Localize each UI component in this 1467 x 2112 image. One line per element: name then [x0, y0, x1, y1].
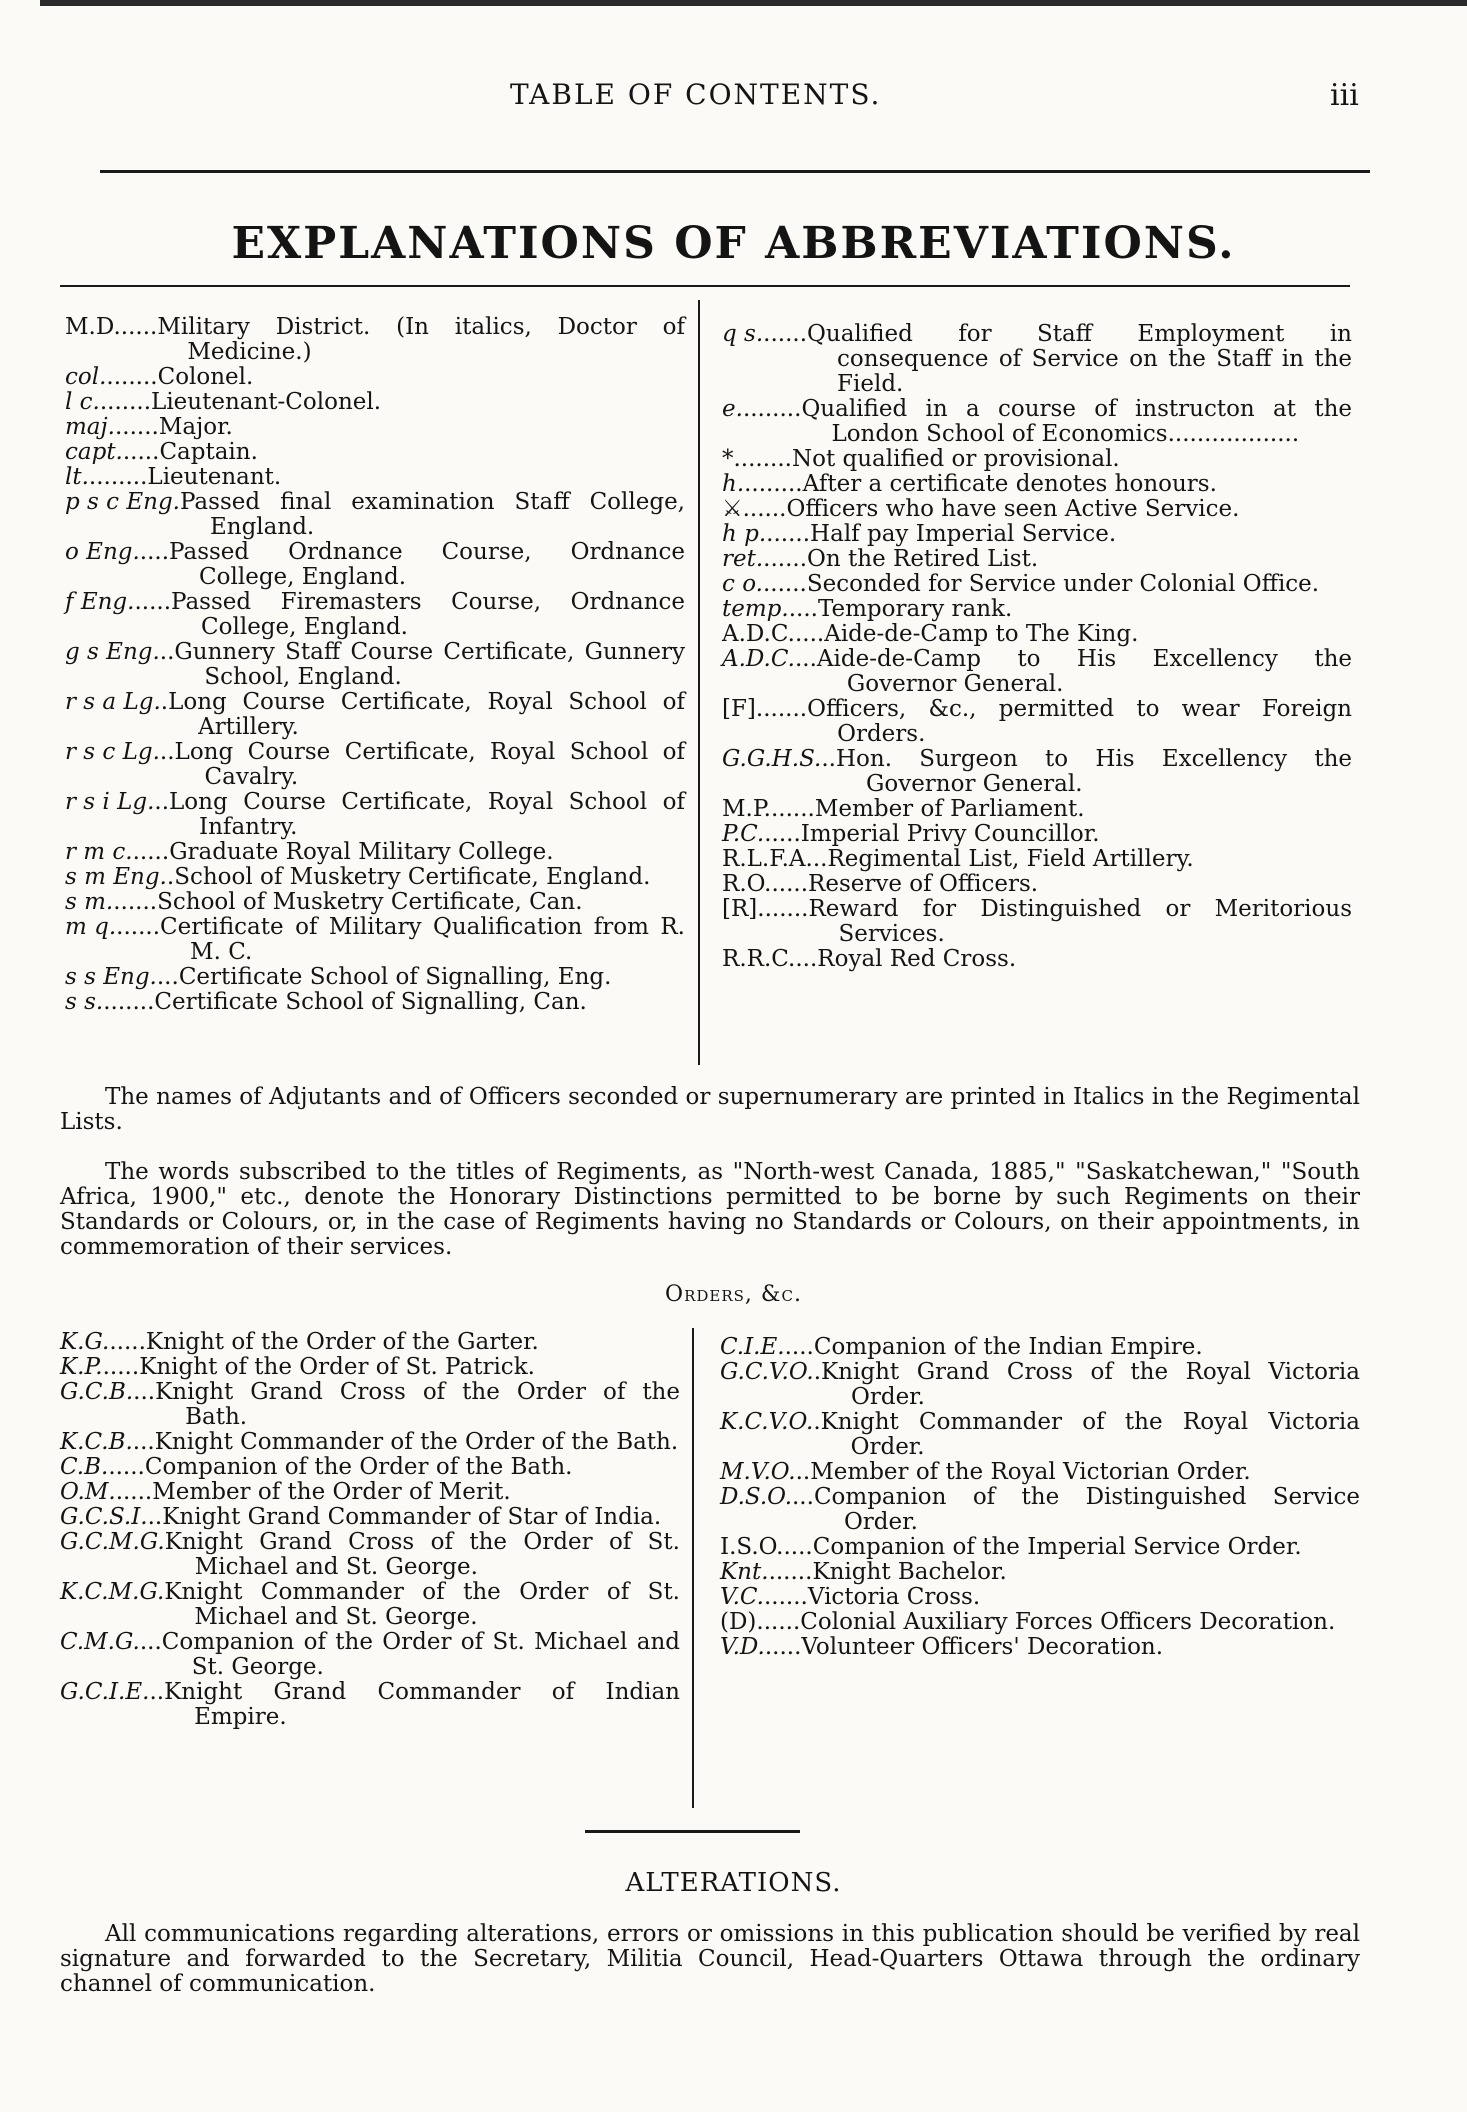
- orders-column-divider: [692, 1328, 694, 1808]
- main-title: EXPLANATIONS OF ABBREVIATIONS.: [231, 218, 1236, 269]
- entry-leader-dots: .....: [763, 1609, 801, 1635]
- entry-abbreviation: R.O.: [722, 871, 772, 897]
- entry-leader-dots: .....: [120, 314, 158, 340]
- entry-description: Victoria Cross.: [807, 1584, 981, 1610]
- entry-leader-dots: .....: [771, 871, 809, 897]
- entry-leader-dots: ....: [788, 596, 818, 622]
- entry-description: Seconded for Service under Colonial Office.: [806, 571, 1320, 597]
- entry-abbreviation: r s c Lg.: [65, 739, 160, 765]
- page-top-border: [40, 0, 1467, 6]
- abbreviations-left-column: [65, 315, 685, 1015]
- entry-leader-dots: ..: [154, 789, 170, 815]
- entry-leader-dots: ..: [147, 1504, 163, 1530]
- entry-leader-dots: ......: [113, 889, 158, 915]
- entry-abbreviation: o Eng.: [65, 539, 140, 565]
- entry-leader-dots: .....: [764, 821, 801, 847]
- entry-leader-dots: ......: [742, 496, 787, 522]
- entry: [60, 1455, 680, 1480]
- entry-leader-dots: ....: [784, 1334, 814, 1360]
- entry-abbreviation: q s.: [722, 321, 764, 347]
- entry-description: Volunteer Officers' Decoration.: [801, 1634, 1164, 1660]
- entry-description: Graduate Royal Military College.: [169, 839, 554, 865]
- entry-description: School of Musketry Certificate, Can.: [157, 889, 583, 915]
- entry-leader-dots: ......: [766, 521, 811, 547]
- italics-note-text: The names of Adjutants and of Officers seconded or supernumerary are printed in Italics in the Regimental Lists.: [60, 1084, 1360, 1135]
- entry-leader-dots: ...: [795, 946, 818, 972]
- abbreviations-column-divider: [698, 300, 700, 1065]
- entry-description: Knight Grand Cross of the Order of the Bath.: [155, 1379, 680, 1430]
- entry-leader-dots: .: [160, 689, 169, 715]
- entry: [65, 490, 685, 540]
- entry-description: Officers who have seen Active Service.: [786, 496, 1240, 522]
- entry: [722, 547, 1352, 572]
- entry: [722, 822, 1352, 847]
- orders-right-column: [720, 1335, 1360, 1660]
- entry: [722, 747, 1352, 797]
- entry-abbreviation: M.V.O.: [720, 1459, 796, 1485]
- running-header: [0, 78, 1467, 118]
- entry-leader-dots: .....: [122, 439, 160, 465]
- entry-abbreviation: Knt.: [720, 1559, 769, 1585]
- entry-description: School of Musketry Certificate, England.: [174, 864, 651, 890]
- entry: [722, 472, 1352, 497]
- entry: [65, 415, 685, 440]
- entry-description: Companion of the Distinguished Service Order.: [813, 1484, 1360, 1535]
- entry-description: Knight Grand Commander of Star of India.: [162, 1504, 662, 1530]
- entry: [722, 947, 1352, 972]
- entry: [65, 865, 685, 890]
- entry-description: Long Course Certificate, Royal School of Infantry.: [169, 789, 685, 840]
- entry-abbreviation: C.M.G.: [60, 1629, 140, 1655]
- entry-leader-dots: .....: [109, 1329, 146, 1355]
- entry-leader-dots: .......: [106, 364, 158, 390]
- entry-abbreviation: G.C.M.G.: [60, 1529, 165, 1555]
- entry-description: Military District. (In italics, Doctor of Medicine.): [157, 314, 685, 365]
- entry-leader-dots: .: [813, 1409, 821, 1435]
- entry-abbreviation: lt.: [65, 464, 89, 490]
- entry: [65, 990, 685, 1015]
- entry: [722, 647, 1352, 697]
- entry-abbreviation: s s.: [65, 989, 104, 1015]
- entry-abbreviation: r s a Lg.: [65, 689, 161, 715]
- entry-abbreviation: G.C.V.O.: [720, 1359, 814, 1385]
- entry-description: Hon. Surgeon to His Excellency the Governor General.: [835, 746, 1352, 797]
- entry-abbreviation: col.: [65, 364, 107, 390]
- entry-description: Aide-de-Camp to The King.: [824, 621, 1139, 647]
- entry-abbreviation: maj.: [65, 414, 115, 440]
- entry-description: Knight of the Order of the Garter.: [145, 1329, 539, 1355]
- entry-abbreviation: e.: [722, 396, 743, 422]
- entry-abbreviation: C.B.: [60, 1454, 109, 1480]
- entry-abbreviation: (D).: [720, 1609, 764, 1635]
- entry-abbreviation: M.P.: [722, 796, 771, 822]
- entry-leader-dots: .....: [115, 1479, 153, 1505]
- entry-description: Long Course Certificate, Royal School of Cavalry.: [174, 739, 685, 790]
- entry: [722, 397, 1352, 447]
- entry-abbreviation: K.C.B.: [60, 1429, 133, 1455]
- entry-leader-dots: ......: [764, 896, 809, 922]
- alterations-heading: ALTERATIONS.: [625, 1868, 842, 1898]
- entry-description: Major.: [158, 414, 233, 440]
- entry: [65, 590, 685, 640]
- entry: [65, 690, 685, 740]
- entry-leader-dots: ......: [762, 571, 807, 597]
- entry: [60, 1580, 680, 1630]
- entry-abbreviation: m q.: [65, 914, 117, 940]
- entry-leader-dots: ..: [159, 639, 175, 665]
- entry-description: Knight Commander of the Order of St. Michael and St. George.: [164, 1579, 680, 1630]
- entry-leader-dots: .......: [99, 389, 152, 415]
- entry: [720, 1635, 1360, 1660]
- header-rule: [100, 170, 1370, 173]
- entry-description: Qualified for Staff Employment in consequence of Service on the Staff in the Field.: [807, 321, 1352, 397]
- entry-description: Lieutenant.: [147, 464, 282, 490]
- entry-description: Passed Ordnance Course, Ordnance College, England.: [169, 539, 685, 590]
- entry-abbreviation: G.G.H.S.: [722, 746, 822, 772]
- entry-description: Long Course Certificate, Royal School of Artillery.: [168, 689, 685, 740]
- entry: [722, 872, 1352, 897]
- abbreviations-right-column: [722, 322, 1352, 972]
- entry: [722, 622, 1352, 647]
- entry-description: Knight Grand Cross of the Order of St. Michael and St. George.: [164, 1529, 680, 1580]
- entry-abbreviation: R.L.F.A.: [722, 846, 813, 872]
- entry-description: Colonel.: [157, 364, 254, 390]
- entry-abbreviation: h p.: [722, 521, 767, 547]
- entry-abbreviation: D.S.O.: [720, 1484, 792, 1510]
- entry-description: Not qualified or provisional.: [792, 446, 1120, 472]
- entry: [65, 915, 685, 965]
- entry-description: Lieutenant-Colonel.: [151, 389, 382, 415]
- entry-description: Aide-de-Camp to His Excellency the Governor General.: [816, 646, 1352, 697]
- entry: [720, 1460, 1360, 1485]
- entry: [720, 1410, 1360, 1460]
- entry-leader-dots: .....: [108, 1454, 145, 1480]
- entry-abbreviation: K.C.M.G.: [60, 1579, 165, 1605]
- entry-leader-dots: .......: [103, 989, 155, 1015]
- entry-abbreviation: G.C.B.: [60, 1379, 134, 1405]
- entry-leader-dots: ......: [771, 796, 815, 822]
- entry: [722, 322, 1352, 397]
- entry-abbreviation: A.D.C.: [722, 621, 795, 647]
- alterations-text: All communications regarding alterations, errors or omissions in this publication should be verified by real signature and forwarded to the Secretary, Militia Council, Head-Quarters Ottawa through the ordinary channel of communication.: [60, 1921, 1360, 1997]
- entry-description: Royal Red Cross.: [817, 946, 1017, 972]
- entry-abbreviation: g s Eng.: [65, 639, 160, 665]
- entry-abbreviation: s m Eng.: [65, 864, 167, 890]
- entry-leader-dots: ......: [763, 696, 808, 722]
- entry-leader-dots: .: [813, 1359, 821, 1385]
- entry-description: Knight Bachelor.: [812, 1559, 1007, 1585]
- entry-abbreviation: V.C.: [720, 1584, 764, 1610]
- entry-abbreviation: [R].: [722, 896, 765, 922]
- entry: [720, 1610, 1360, 1635]
- entry-description: Regimental List, Field Artillery.: [827, 846, 1194, 872]
- entry-abbreviation: r m c.: [65, 839, 133, 865]
- entry-abbreviation: P.C.: [722, 821, 765, 847]
- entry-abbreviation: I.S.O.: [720, 1534, 784, 1560]
- entry-abbreviation: O.M.: [60, 1479, 116, 1505]
- entry-abbreviation: s s Eng.: [65, 964, 157, 990]
- entry: [722, 497, 1352, 522]
- entry-leader-dots: .: [166, 864, 175, 890]
- entry-description: Reward for Distinguished or Meritorious Services.: [808, 896, 1352, 947]
- entry-description: Officers, &c., permitted to wear Foreign Orders.: [807, 696, 1352, 747]
- entry-description: Member of the Order of Merit.: [152, 1479, 511, 1505]
- entry: [720, 1560, 1360, 1585]
- entry-description: Gunnery Staff Course Certificate, Gunnery School, England.: [174, 639, 685, 690]
- entry-description: Companion of the Indian Empire.: [813, 1334, 1203, 1360]
- italics-note: [60, 1085, 1360, 1135]
- entry: [720, 1535, 1360, 1560]
- entry-abbreviation: capt.: [65, 439, 123, 465]
- entry-description: Captain.: [159, 439, 258, 465]
- entry-description: Temporary rank.: [817, 596, 1013, 622]
- entry-leader-dots: ...: [132, 1429, 155, 1455]
- entry-abbreviation: p s c Eng.: [65, 489, 180, 515]
- orders-left-column: [60, 1330, 680, 1730]
- entry-leader-dots: ...: [139, 1629, 162, 1655]
- entry: [65, 390, 685, 415]
- entry-leader-dots: ......: [763, 321, 808, 347]
- entry-description: After a certificate denotes honours.: [802, 471, 1217, 497]
- running-title: TABLE OF CONTENTS.: [510, 78, 882, 111]
- entry-description: Knight Grand Commander of Indian Empire.: [164, 1679, 680, 1730]
- entry: [65, 640, 685, 690]
- entry-leader-dots: ........: [88, 464, 148, 490]
- entry-description: On the Retired List.: [807, 546, 1039, 572]
- entry-abbreviation: A.D.C.: [722, 646, 795, 672]
- entry-leader-dots: ......: [764, 1584, 808, 1610]
- entry-leader-dots: .....: [134, 589, 172, 615]
- entry: [60, 1505, 680, 1530]
- entry: [722, 847, 1352, 872]
- entry: [722, 697, 1352, 747]
- entry-description: Reserve of Officers.: [808, 871, 1039, 897]
- entry-description: Half pay Imperial Service.: [810, 521, 1117, 547]
- entry: [65, 790, 685, 840]
- entry-description: Knight of the Order of St. Patrick.: [139, 1354, 535, 1380]
- entry-leader-dots: ..: [812, 846, 828, 872]
- entry: [720, 1485, 1360, 1535]
- entry-leader-dots: ....: [139, 539, 170, 565]
- entry-leader-dots: ...: [156, 964, 179, 990]
- entry: [60, 1330, 680, 1355]
- entry: [65, 840, 685, 865]
- entry-abbreviation: [F].: [722, 696, 764, 722]
- entry-description: Certificate School of Signalling, Can.: [154, 989, 587, 1015]
- entry-abbreviation: K.C.V.O.: [720, 1409, 814, 1435]
- entry-description: Certificate of Military Qualification from R. M. C.: [160, 914, 685, 965]
- entry-leader-dots: ..: [795, 1459, 811, 1485]
- entry-leader-dots: ...: [794, 646, 817, 672]
- entry: [720, 1335, 1360, 1360]
- entry-leader-dots: ......: [763, 546, 808, 572]
- entry: [60, 1380, 680, 1430]
- entry: [60, 1430, 680, 1455]
- entry-abbreviation: K.P.: [60, 1354, 103, 1380]
- entry-leader-dots: ..: [159, 739, 175, 765]
- entry-abbreviation: ⚔: [722, 496, 743, 522]
- entry-description: Member of the Royal Victorian Order.: [810, 1459, 1251, 1485]
- entry: [720, 1360, 1360, 1410]
- entry: [65, 740, 685, 790]
- entry: [720, 1585, 1360, 1610]
- entry-leader-dots: ......: [768, 1559, 813, 1585]
- entry: [722, 797, 1352, 822]
- entry-description: Colonial Auxiliary Forces Officers Decoration.: [800, 1609, 1336, 1635]
- entry-description: Companion of the Order of St. Michael and St. George.: [161, 1629, 680, 1680]
- entry-leader-dots: ..: [149, 1679, 165, 1705]
- entry-abbreviation: l c.: [65, 389, 100, 415]
- honours-note: [60, 1160, 1360, 1260]
- section-rule: [585, 1830, 800, 1833]
- entry-description: Companion of the Order of the Bath.: [144, 1454, 573, 1480]
- entry-abbreviation: G.C.S.I.: [60, 1504, 148, 1530]
- entry-description: Knight Grand Cross of the Royal Victoria Order.: [821, 1359, 1360, 1410]
- entry: [65, 315, 685, 365]
- entry-description: Passed final examination Staff College, England.: [179, 489, 685, 540]
- orders-heading: Orders, &c.: [665, 1282, 802, 1307]
- entry-description: Knight Commander of the Royal Victoria Order.: [820, 1409, 1360, 1460]
- entry-description: Knight Commander of the Order of the Bath.: [154, 1429, 679, 1455]
- entry: [65, 965, 685, 990]
- entry-leader-dots: ........: [742, 396, 802, 422]
- entry-description: Passed Firemasters Course, Ordnance College, England.: [171, 589, 685, 640]
- honours-note-text: The words subscribed to the titles of Regiments, as "North-west Canada, 1885," "Saskatchewan," "South Africa, 1900," etc., denote the Honorary Distinctions permitted to be borne by such Regiments on their Standards or Colours, or, in the case of Regiments having no Standards or Colours, on their appointments, in commemoration of their services.: [60, 1159, 1360, 1260]
- entry-description: Certificate School of Signalling, Eng.: [178, 964, 612, 990]
- entry-leader-dots: .....: [102, 1354, 140, 1380]
- entry: [60, 1530, 680, 1580]
- entry-description: Imperial Privy Councillor.: [800, 821, 1100, 847]
- entry-description: Member of Parliament.: [814, 796, 1085, 822]
- entry: [722, 522, 1352, 547]
- entry-leader-dots: ....: [783, 1534, 813, 1560]
- entry-description: Qualified in a course of instructon at the London School of Economics..................: [801, 396, 1352, 447]
- entry-leader-dots: ...: [133, 1379, 156, 1405]
- entry-abbreviation: ret.: [722, 546, 764, 572]
- entry: [60, 1355, 680, 1380]
- entry-abbreviation: M.D.: [65, 314, 121, 340]
- entry-leader-dots: ......: [116, 914, 161, 940]
- title-rule: [60, 285, 1350, 287]
- entry: [65, 540, 685, 590]
- entry: [65, 465, 685, 490]
- entry-abbreviation: R.R.C.: [722, 946, 796, 972]
- entry: [60, 1680, 680, 1730]
- entry: [722, 897, 1352, 947]
- entry-abbreviation: h.: [722, 471, 745, 497]
- entry: [60, 1630, 680, 1680]
- entry-description: Companion of the Imperial Service Order.: [812, 1534, 1302, 1560]
- entry-leader-dots: ...: [792, 1484, 814, 1510]
- entry: [65, 365, 685, 390]
- entry: [722, 572, 1352, 597]
- alterations-note: [60, 1922, 1360, 1997]
- entry-leader-dots: .....: [764, 1634, 802, 1660]
- entry: [722, 447, 1352, 472]
- entry-abbreviation: temp.: [722, 596, 789, 622]
- entry-abbreviation: K.G.: [60, 1329, 110, 1355]
- entry-abbreviation: c o.: [722, 571, 763, 597]
- entry-leader-dots: .....: [132, 839, 170, 865]
- entry-abbreviation: C.I.E.: [720, 1334, 785, 1360]
- entry: [65, 890, 685, 915]
- entry-abbreviation: s m.: [65, 889, 114, 915]
- page-number: iii: [1330, 78, 1359, 113]
- entry-leader-dots: ........: [733, 446, 792, 472]
- entry-abbreviation: V.D.: [720, 1634, 765, 1660]
- entry-abbreviation: r s i Lg.: [65, 789, 155, 815]
- entry-leader-dots: ....: [794, 621, 825, 647]
- entry-abbreviation: *: [722, 446, 734, 472]
- entry-leader-dots: ......: [114, 414, 159, 440]
- entry-leader-dots: ........: [744, 471, 803, 497]
- entry-leader-dots: ..: [821, 746, 836, 772]
- entry: [722, 597, 1352, 622]
- entry-abbreviation: G.C.I.E.: [60, 1679, 150, 1705]
- entry-abbreviation: f Eng.: [65, 589, 135, 615]
- entry: [65, 440, 685, 465]
- entry: [60, 1480, 680, 1505]
